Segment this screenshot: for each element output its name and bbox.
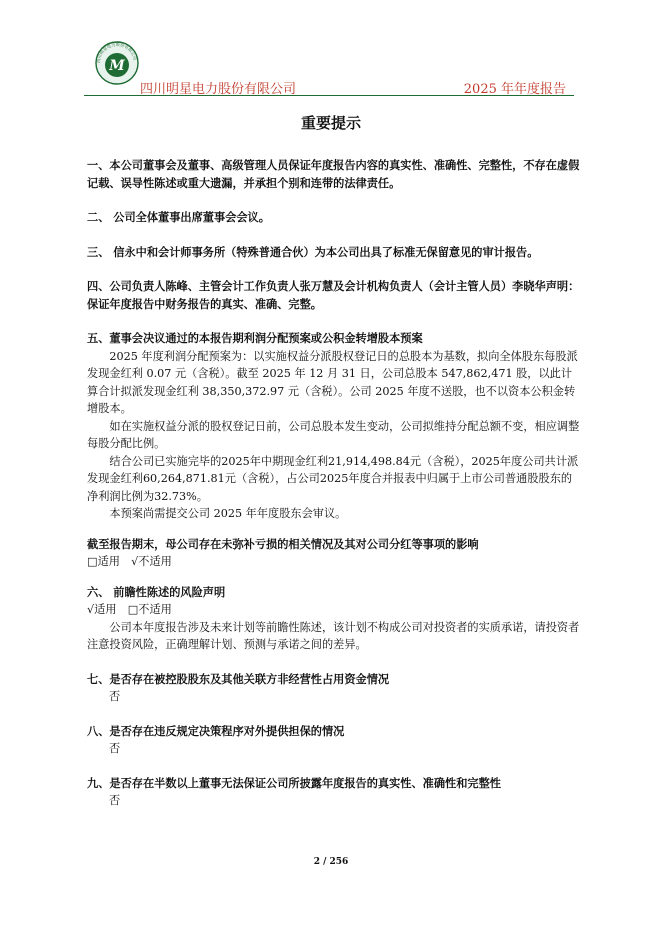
item-eight-heading: 八、是否存在违反规定决策程序对外提供担保的情况 xyxy=(87,723,345,738)
item-eight-answer: 否 xyxy=(109,742,121,755)
item-one: 一、本公司董事会及董事、高级管理人员保证年度报告内容的真实性、准确性、完整性，不存在虚假记载、误导性陈述或重大遗漏，并承担个别和连带的法律责任。 xyxy=(87,158,580,190)
page-header xyxy=(84,40,574,96)
item-seven-heading: 七、是否存在被控股股东及其他关联方非经营性占用资金情况 xyxy=(87,671,390,686)
page-number: 2 / 256 xyxy=(313,857,349,867)
header-rule xyxy=(84,95,574,96)
item-nine-answer: 否 xyxy=(109,794,121,807)
item-six-text: 公司本年度报告涉及未来计划等前瞻性陈述，该计划不构成公司对投资者的实质承诺，请投资者注意投资风险，正确理解计划、预测与承诺之间的差异。 xyxy=(87,620,580,651)
item-five-para-3: 结合公司已实施完毕的2025年中期现金红利21,914,498.84元（含税），2025年度公司共计派发现金红利60,264,871.81元（含税），占公司2025年度合并报表中归属于上市公司普通股股东的净利润比例为32.73%。 xyxy=(87,454,579,503)
item-three: 三、 信永中和会计师事务所（特殊普通合伙）为本公司出具了标准无保留意见的审计报告。 xyxy=(87,244,539,259)
header-company-name: 四川明星电力股份有限公司 xyxy=(140,82,297,97)
item-six-options: √适用 □不适用 xyxy=(87,603,172,616)
deficit-options: □适用 √不适用 xyxy=(87,555,172,568)
item-nine-heading: 九、是否存在半数以上董事无法保证公司所披露年度报告的真实性、准确性和完整性 xyxy=(87,775,501,790)
logo-ring-text: 四川明星电力股份有限公司 xyxy=(95,41,138,64)
item-five-heading: 五、董事会决议通过的本报告期利润分配预案或公积金转增股本预案 xyxy=(87,331,423,345)
logo-mark: M xyxy=(109,58,125,74)
company-logo xyxy=(94,40,140,86)
page-title: 重要提示 xyxy=(300,114,361,132)
item-seven-answer: 否 xyxy=(109,690,121,703)
item-six-heading: 六、 前瞻性陈述的风险声明 xyxy=(87,584,226,599)
deficit-heading: 截至报告期末，母公司存在未弥补亏损的相关情况及其对公司分红等事项的影响 xyxy=(87,536,479,551)
item-five-para-2: 如在实施权益分派的股权登记日前，公司总股本发生变动，公司拟维持分配总额不变，相应调整每股分配比例。 xyxy=(87,419,580,450)
item-four: 四、公司负责人陈峰、主管会计工作负责人张万慧及会计机构负责人（会计主管人员）李晓华声明：保证年度报告中财务报告的真实、准确、完整。 xyxy=(87,279,580,311)
header-report-name: 2025 年年度报告 xyxy=(463,82,566,97)
item-five-para-4: 本预案尚需提交公司 2025 年年度股东会审议。 xyxy=(109,507,347,520)
document-body xyxy=(87,157,582,810)
item-two: 二、 公司全体董事出席董事会会议。 xyxy=(87,210,270,224)
item-five-para-1: 2025 年度利润分配预案为：以实施权益分派股权登记日的总股本为基数，拟向全体股东每股派发现金红利 0.07 元（含税）。截至 2025 年 12 月 31 日，公司总股本 547,862,471 股，以此计算合计拟派发现金红利 38,350,372.97 元（含税）。公司 2025 年度不送股，也不以资本公积金转增股本。 xyxy=(87,349,578,415)
